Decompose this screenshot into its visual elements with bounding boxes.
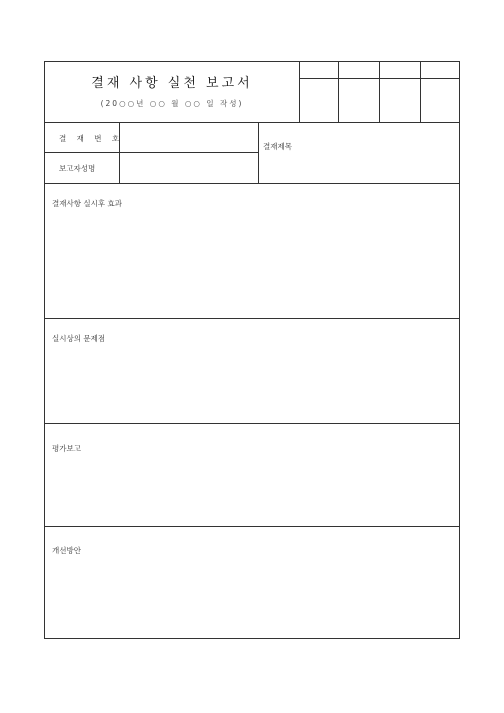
section-divider — [45, 423, 460, 424]
section-field-effect[interactable] — [45, 212, 460, 317]
reporter-name-label: 보고자성명 — [59, 164, 96, 173]
report-form — [44, 61, 460, 639]
date-line: (20○○년 ○○ 월 ○○ 일 작성) — [100, 99, 244, 108]
info-subject-divider — [258, 122, 259, 183]
section-label-problems: 실시상의 문제점 — [52, 334, 106, 343]
section-divider — [45, 318, 460, 319]
section-label-effect: 결재사항 실시후 효과 — [52, 199, 122, 208]
page-title: 결재 사항 실천 보고서 — [91, 76, 253, 91]
stamp-box-3[interactable] — [380, 79, 419, 121]
approval-subject-label: 결재제목 — [263, 142, 292, 151]
section-label-improvement: 개선방안 — [52, 546, 81, 555]
section-field-improvement[interactable] — [45, 559, 460, 637]
section-field-evaluation[interactable] — [45, 457, 460, 525]
stamp-box-1[interactable] — [300, 79, 337, 121]
section-divider — [45, 183, 460, 184]
section-field-problems[interactable] — [45, 347, 460, 422]
approval-number-label: 결 재 번 호 — [59, 134, 124, 143]
approval-subject-field[interactable] — [300, 123, 459, 182]
reporter-name-field[interactable] — [120, 153, 257, 182]
section-divider — [45, 526, 460, 527]
stamp-box-4[interactable] — [421, 79, 460, 121]
approval-number-field[interactable] — [120, 123, 257, 151]
section-label-evaluation: 평가보고 — [52, 444, 81, 453]
stamp-box-2[interactable] — [339, 79, 378, 121]
